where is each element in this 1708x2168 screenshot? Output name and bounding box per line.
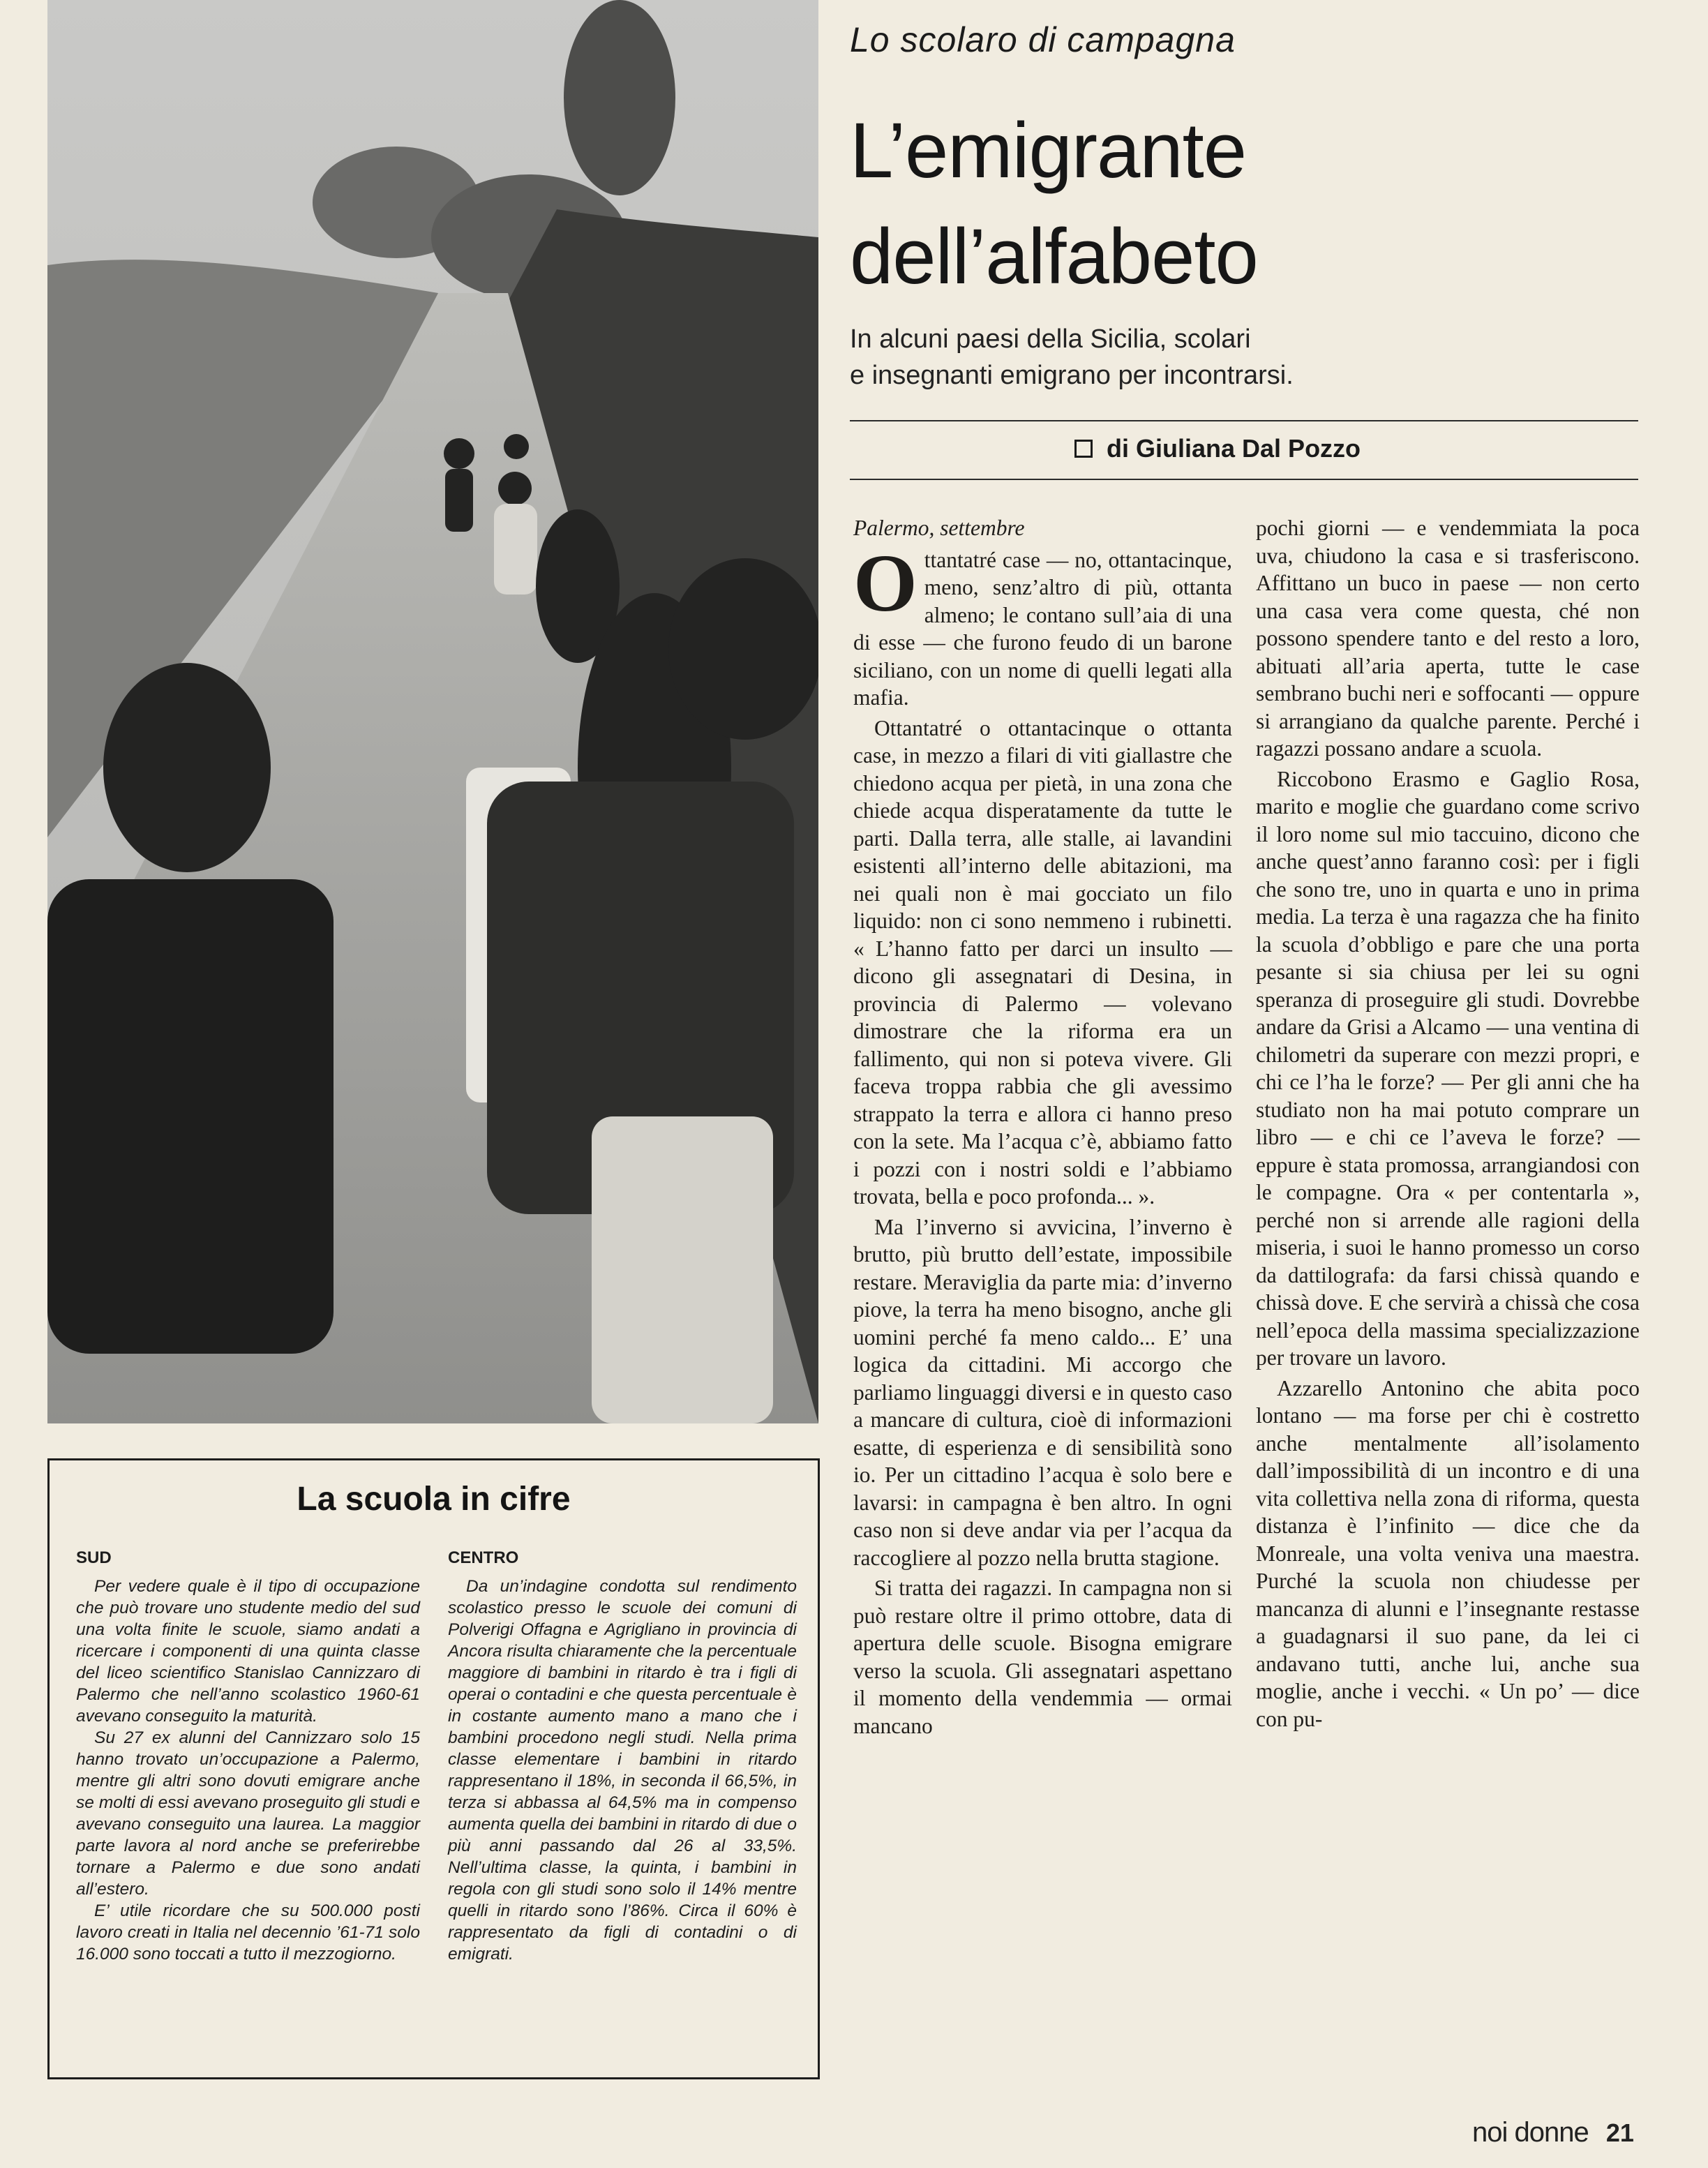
sidebar-heading-centro: CENTRO — [448, 1548, 519, 1567]
sidebar-box — [47, 1458, 820, 2079]
sidebar-column-centro — [448, 1547, 797, 1965]
sidebar-title: La scuola in cifre — [297, 1481, 571, 1518]
article-paragraph: Si tratta dei ragazzi. In campagna non si può restare oltre il primo ottobre, data di apertura delle scuole. Bisogna emigrare verso la scuola. Gli assegnatari aspettano il momento della vendemmia — ormai mancano — [853, 1576, 1232, 1738]
sidebar-heading-sud: SUD — [76, 1548, 112, 1567]
article-paragraph: Ottantatré o ottantacinque o ottanta case, in mezzo a filari di viti giallastre che chiedono acqua per pietà, in una zona che chiede acqua disperatamente da tutte le parti. Dalla terra, alle stalle, ai lavandini esistenti all’interno delle abitazioni, ma nei quali non è mai gocciato un filo liquido: non ci sono nemmeno i rubinetti. « L’hanno fatto per darci un insulto — dicono gli assegnatari di Desina, in provincia di Palermo — volevano dimostrare che la riforma era un fallimento, qui non si poteva vivere. Gli faceva troppa rabbia che gli avessimo strappato la terra e allora ci hanno preso con la sete. Ma l’acqua c’è, abbiamo fatto i pozzi con i nostri soldi e l’abbiamo trovata, bella e poco profonda... ». — [853, 715, 1232, 1209]
standfirst-line-2: e insegnanti emigrano per incontrarsi. — [850, 361, 1294, 390]
paragraph-text: ttantatré case — no, ottantacinque, meno, senz’altro di più, ottanta almeno; le contano sull’aia di una di esse — che furono feudo di un barone siciliano, con un nome di quelli legati alla mafia. — [853, 547, 1232, 710]
article-photo — [47, 0, 818, 1423]
headline-line-2: dell’alfabeto — [850, 213, 1258, 300]
article-kicker: Lo scolaro di campagna — [850, 20, 1236, 59]
page-number: 21 — [1605, 2118, 1634, 2147]
headline-line-1: L’emigrante — [850, 107, 1247, 194]
article-column-1 — [853, 514, 1232, 1740]
header-divider-bottom — [850, 479, 1638, 480]
checkbox-square-icon — [1074, 440, 1093, 458]
sidebar-paragraph: Per vedere quale è il tipo di occupazione che può trovare uno studente medio del sud una volta finite le scuole, siamo andati a ricercare i componenti di una quinta classe del liceo scientifico Stanislao Cannizzaro di Palermo che nell’anno scolastico 1960-61 avevano conseguito la maturità. — [76, 1577, 420, 1726]
header-divider-top — [850, 420, 1638, 421]
sidebar-column-sud — [76, 1547, 420, 1965]
sidebar-paragraph: E’ utile ricordare che su 500.000 posti lavoro creati in Italia nel decennio ’61-71 solo 16.000 sono toccati a tutto il mezzogiorno. — [76, 1901, 420, 1964]
sidebar-paragraph: Su 27 ex alunni del Cannizzaro solo 15 hanno trovato un’occupazione a Palermo, mentre gli altri sono dovuti emigrare anche se molti di essi avevano proseguito gli studi e avevano conseguito una laurea. La maggior parte lavora al nord anche se preferirebbe tornare a Palermo e due sono andati all’estero. — [76, 1728, 420, 1899]
dateline: Palermo, settembre — [853, 516, 1025, 540]
article-paragraph: pochi giorni — e vendemmiata la poca uva, chiudono la casa e si trasferiscono. Affittano un buco in paese — non certo una casa vera come questa, ché non possono spendere tanto e del resto a loro, abituati all’aria aperta, tutte le case sembrano buchi neri e soffocanti — oppure si arrangiano da qualche parente. Perché i ragazzi possano andare a scuola. — [1256, 516, 1640, 761]
magazine-name: noi donne — [1472, 2117, 1589, 2148]
article-headline — [850, 98, 1687, 310]
article-paragraph: Azzarello Antonino che abita poco lontano — ma forse per chi è costretto anche mentalmente all’isolamento dall’impossibilità di un incontro e di una vita collettiva nella zona di riforma, questa distanza è l’infinito — dice che da Monreale, una volta veniva una maestra. Purché la scuola non chiudesse per mancanza di alunni e l’insegnante restasse a guadagnarsi il suo pane, da lei ci andavano tutti, anche lui, anche sua moglie, anche i vecchi. « Un po’ — dice con pu- — [1256, 1375, 1640, 1731]
article-paragraph: Riccobono Erasmo e Gaglio Rosa, marito e moglie che guardano come scrivo il loro nome sul mio taccuino, dicono che anche quest’anno faranno così: per i figli che sono tre, uno in quarta e uno in prima media. La terza è una ragazza che ha finito la scuola d’obbligo e pare che una porta pesante si sia chiusa per lei su ogni speranza di proseguire gli studi. Dovrebbe andare da Grisi a Alcamo — una ventina di chilometri da superare con mezzi propri, e chi ce l’ha le forze? — Per gli anni che ha studiato non ha mai potuto comprare un libro — e chi ce l’aveva le forze? — eppure è stata promossa, arrangiandosi con le compagne. Ora « per contentarla », perché non si arrende alle ragioni della miseria, i suoi le hanno promesso un corso da dattilografa: da farsi chissà quando e chissà dove. E che servirà a chissà che cosa nell’epoca della massima specializzazione per trovare un lavoro. — [1256, 766, 1640, 1370]
drop-cap: O — [853, 537, 917, 629]
article-column-2 — [1256, 514, 1640, 1733]
article-paragraph: Ma l’inverno si avvicina, l’inverno è brutto, più brutto dell’estate, impossibile restare. Meraviglia da parte mia: d’inverno piove, la terra ha meno bisogno, anche gli uomini perché fa meno caldo... E’ una logica da cittadini. Mi accorgo che parliamo linguaggi diversi e in questo caso a mancare di cultura, cioè di informazioni esatte, di esperienza e di sensibilità sono io. Per un cittadino l’acqua è solo bere e lavarsi: in campagna è ben altro. In ogni caso non si deve andar via per l’acqua da raccogliere al pozzo nella brutta stagione. — [853, 1214, 1232, 1570]
sidebar-paragraph: Da un’indagine condotta sul rendimento scolastico presso le scuole dei comuni di Polverigi Offagna e Agrigliano in provincia di Ancora risulta chiaramente che la percentuale maggiore di bambini in ritardo è tra i figli di operai o contadini e che questa percentuale è in costante aumento mano a mano che i bambini procedono negli studi. Nella prima classe elementare i bambini in ritardo rappresentano il 18%, in seconda il 66,5%, in terza si abbassa al 64,5% ma in compenso aumenta quella dei bambini in ritardo di due o più anni passando dal 26 al 33,5%. Nell’ultima classe, la quinta, i bambini in regola con gli studi sono solo il 14% mentre quelli in ritardo sono l’86%. Circa il 60% è rappresentato da figli di contadini o di emigrati. — [448, 1577, 797, 1964]
page-footer — [1472, 2117, 1634, 2148]
standfirst-line-1: In alcuni paesi della Sicilia, scolari — [850, 324, 1251, 354]
photo-illustration — [47, 0, 818, 1423]
article-paragraph — [853, 537, 1232, 712]
article-standfirst — [850, 321, 1673, 394]
byline — [1074, 434, 1633, 463]
byline-author: di Giuliana Dal Pozzo — [1107, 434, 1361, 463]
